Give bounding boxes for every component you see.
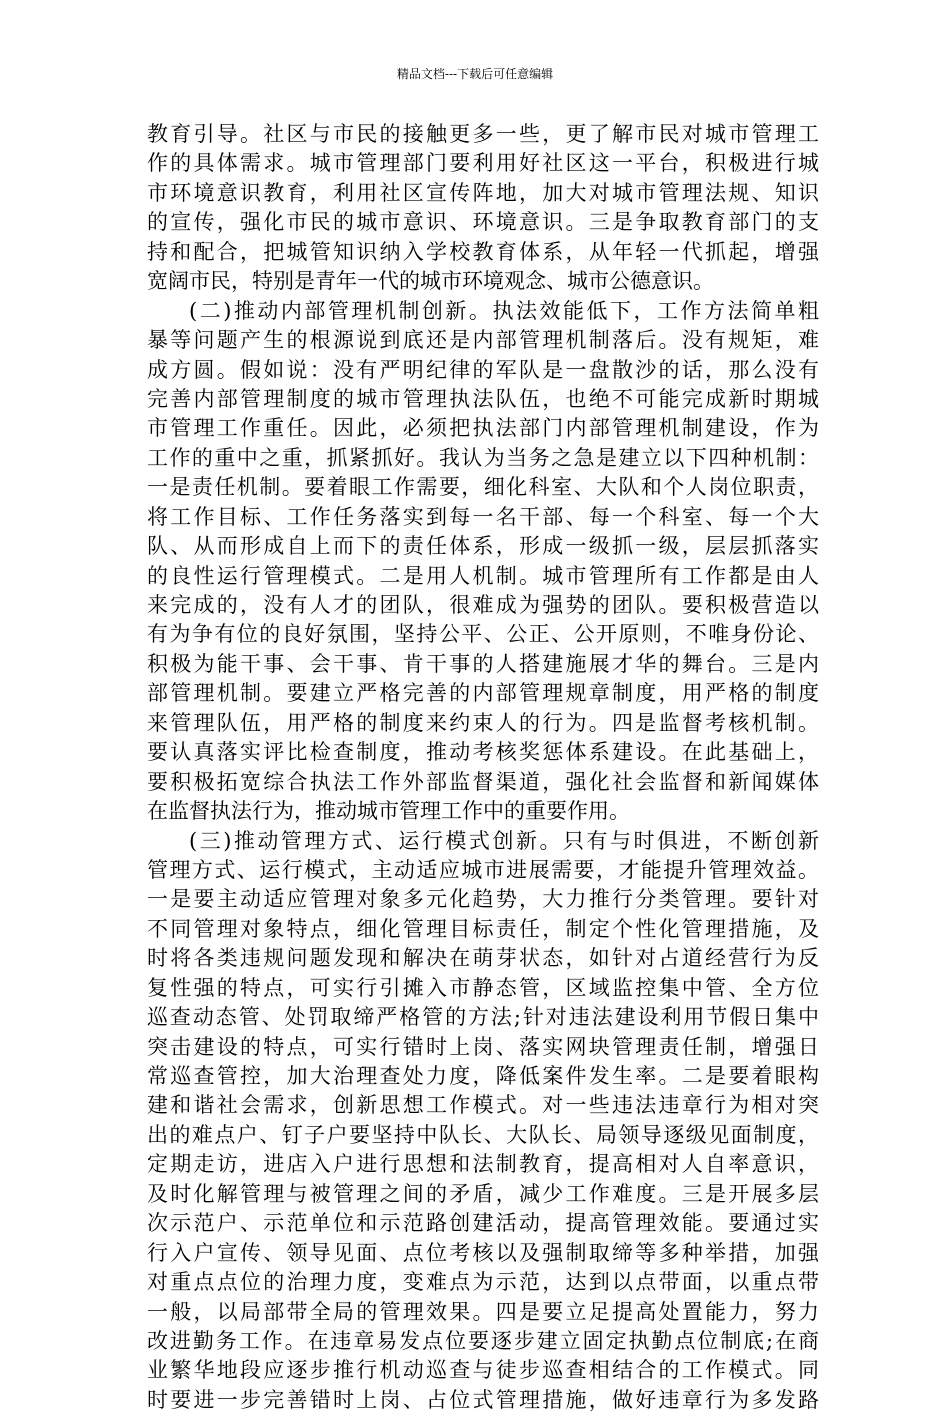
- text-line: 出的难点户、钉子户要坚持中队长、大队长、局领导逐级见面制度，: [147, 1121, 819, 1150]
- text-line: 工作的重中之重，抓紧抓好。我认为当务之急是建立以下四种机制：: [147, 444, 819, 473]
- text-line: 市管理工作重任。因此，必须把执法部门内部管理机制建设，作为: [147, 414, 819, 443]
- text-line: 有为争有位的良好氛围，坚持公平、公正、公开原则，不唯身份论、: [147, 620, 819, 649]
- text-line: 建和谐社会需求，创新思想工作模式。对一些违法违章行为相对突: [147, 1091, 819, 1120]
- text-line: 要积极拓宽综合执法工作外部监督渠道，强化社会监督和新闻媒体: [147, 768, 819, 797]
- text-line: 对重点点位的治理力度，变难点为示范，达到以点带面，以重点带: [147, 1268, 819, 1297]
- text-line: 队、从而形成自上而下的责任体系，形成一级抓一级，层层抓落实: [147, 532, 819, 561]
- text-line: 教育引导。社区与市民的接触更多一些，更了解市民对城市管理工: [147, 120, 819, 149]
- text-line: 行入户宣传、领导见面、点位考核以及强制取缔等多种举措，加强: [147, 1239, 819, 1268]
- text-line: 定期走访，进店入户进行思想和法制教育，提高相对人自率意识，: [147, 1150, 819, 1179]
- text-line: (三)推动管理方式、运行模式创新。只有与时俱进，不断创新: [147, 827, 819, 856]
- page-header: 精品文档---下载后可任意编辑: [0, 66, 950, 82]
- text-line: 作的具体需求。城市管理部门要利用好社区这一平台，积极进行城: [147, 149, 819, 178]
- text-line: 要认真落实评比检查制度，推动考核奖惩体系建设。在此基础上，: [147, 738, 819, 767]
- text-line: 次示范户、示范单位和示范路创建活动，提高管理效能。要通过实: [147, 1209, 819, 1238]
- paragraph: [147, 120, 819, 297]
- text-line: 的宣传，强化市民的城市意识、环境意识。三是争取教育部门的支: [147, 208, 819, 237]
- text-line: 常巡查管控，加大治理查处力度，降低案件发生率。二是要着眼构: [147, 1062, 819, 1091]
- text-line: 完善内部管理制度的城市管理执法队伍，也绝不可能完成新时期城: [147, 385, 819, 414]
- text-line: 时要进一步完善错时上岗、占位式管理措施，做好违章行为多发路: [147, 1386, 819, 1415]
- paragraph: [147, 297, 819, 827]
- text-line: 一是要主动适应管理对象多元化趋势，大力推行分类管理。要针对: [147, 885, 819, 914]
- text-line: 部管理机制。要建立严格完善的内部管理规章制度，用严格的制度: [147, 679, 819, 708]
- text-line: 一般，以局部带全局的管理效果。四是要立足提高处置能力，努力: [147, 1298, 819, 1327]
- text-line: 突击建设的特点，可实行错时上岗、落实网块管理责任制，增强日: [147, 1033, 819, 1062]
- text-line: 时将各类违规问题发现和解决在萌芽状态，如针对占道经营行为反: [147, 944, 819, 973]
- text-line: 在监督执法行为，推动城市管理工作中的重要作用。: [147, 797, 819, 826]
- text-line: 暴等问题产生的根源说到底还是内部管理机制落后。没有规矩，难: [147, 326, 819, 355]
- text-line: 改进勤务工作。在违章易发点位要逐步建立固定执勤点位制底;在商: [147, 1327, 819, 1356]
- document-body: [147, 120, 819, 1415]
- text-line: 复性强的特点，可实行引摊入市静态管，区域监控集中管、全方位: [147, 974, 819, 1003]
- text-line: 将工作目标、工作任务落实到每一名干部、每一个科室、每一个大: [147, 503, 819, 532]
- text-line: 持和配合，把城管知识纳入学校教育体系，从年轻一代抓起，增强: [147, 238, 819, 267]
- text-line: 来完成的，没有人才的团队，很难成为强势的团队。要积极营造以: [147, 591, 819, 620]
- text-line: 成方圆。假如说：没有严明纪律的军队是一盘散沙的话，那么没有: [147, 356, 819, 385]
- text-line: (二)推动内部管理机制创新。执法效能低下，工作方法简单粗: [147, 297, 819, 326]
- text-line: 一是责任机制。要着眼工作需要，细化科室、大队和个人岗位职责，: [147, 473, 819, 502]
- text-line: 管理方式、运行模式，主动适应城市进展需要，才能提升管理效益。: [147, 856, 819, 885]
- text-line: 巡查动态管、处罚取缔严格管的方法;针对违法建设利用节假日集中: [147, 1003, 819, 1032]
- paragraph: [147, 827, 819, 1415]
- text-line: 来管理队伍，用严格的制度来约束人的行为。四是监督考核机制。: [147, 709, 819, 738]
- text-line: 及时化解管理与被管理之间的矛盾，减少工作难度。三是开展多层: [147, 1180, 819, 1209]
- text-line: 的良性运行管理模式。二是用人机制。城市管理所有工作都是由人: [147, 562, 819, 591]
- text-line: 业繁华地段应逐步推行机动巡查与徒步巡查相结合的工作模式。同: [147, 1356, 819, 1385]
- text-line: 宽阔市民，特别是青年一代的城市环境观念、城市公德意识。: [147, 267, 819, 296]
- text-line: 不同管理对象特点，细化管理目标责任，制定个性化管理措施，及: [147, 915, 819, 944]
- text-line: 市环境意识教育，利用社区宣传阵地，加大对城市管理法规、知识: [147, 179, 819, 208]
- text-line: 积极为能干事、会干事、肯干事的人搭建施展才华的舞台。三是内: [147, 650, 819, 679]
